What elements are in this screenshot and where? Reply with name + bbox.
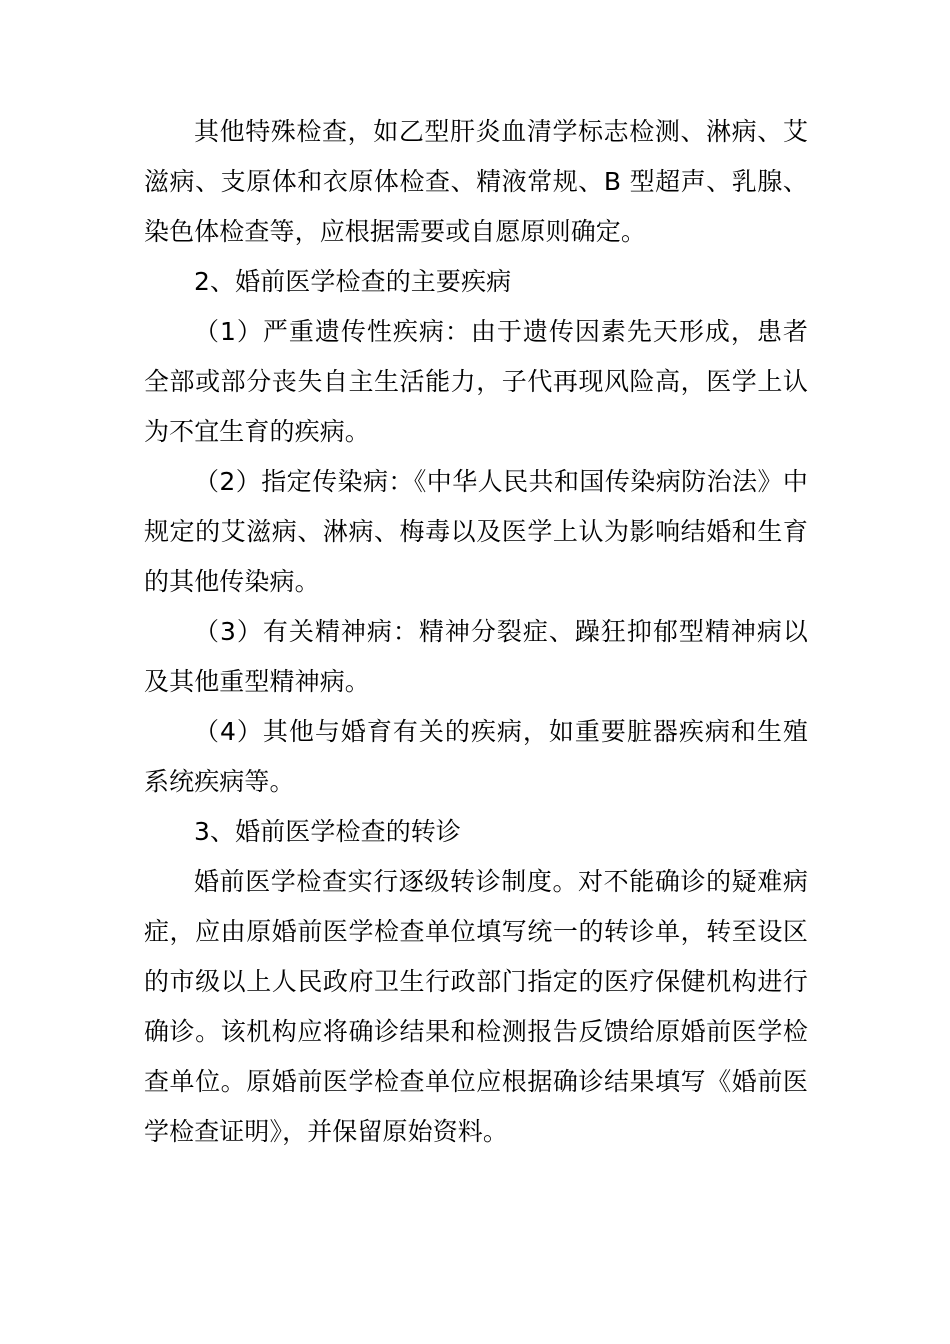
section-heading-referral: 3、婚前医学检查的转诊 xyxy=(194,817,462,846)
paragraph-mental-illness: （3）有关精神病：精神分裂症、躁狂抑郁型精神病以及其他重型精神病。 xyxy=(144,617,808,696)
paragraph-other-diseases: （4）其他与婚育有关的疾病，如重要脏器疾病和生殖系统疾病等。 xyxy=(144,717,808,796)
paragraph-referral-system: 婚前医学检查实行逐级转诊制度。对不能确诊的疑难病症，应由原婚前医学检查单位填写统一的转诊单，转至设区的市级以上人民政府卫生行政部门指定的医疗保健机构进行确诊。该机构应将确诊结果和检测报告反馈给原婚前医学检查单位。原婚前医学检查单位应根据确诊结果填写《婚前医学检查证明》，并保留原始资料。 xyxy=(144,867,808,1146)
document-page xyxy=(144,107,808,1157)
paragraph-other-special-exams: 其他特殊检查，如乙型肝炎血清学标志检测、淋病、艾滋病、支原体和衣原体检查、精液常规、B 型超声、乳腺、染色体检查等，应根据需要或自愿原则确定。 xyxy=(144,117,808,246)
paragraph-hereditary-disease: （1）严重遗传性疾病：由于遗传因素先天形成，患者全部或部分丧失自主生活能力，子代再现风险高，医学上认为不宜生育的疾病。 xyxy=(144,317,808,446)
paragraph-infectious-disease: （2）指定传染病：《中华人民共和国传染病防治法》中规定的艾滋病、淋病、梅毒以及医学上认为影响结婚和生育的其他传染病。 xyxy=(144,467,808,596)
section-heading-main-diseases: 2、婚前医学检查的主要疾病 xyxy=(194,267,512,296)
